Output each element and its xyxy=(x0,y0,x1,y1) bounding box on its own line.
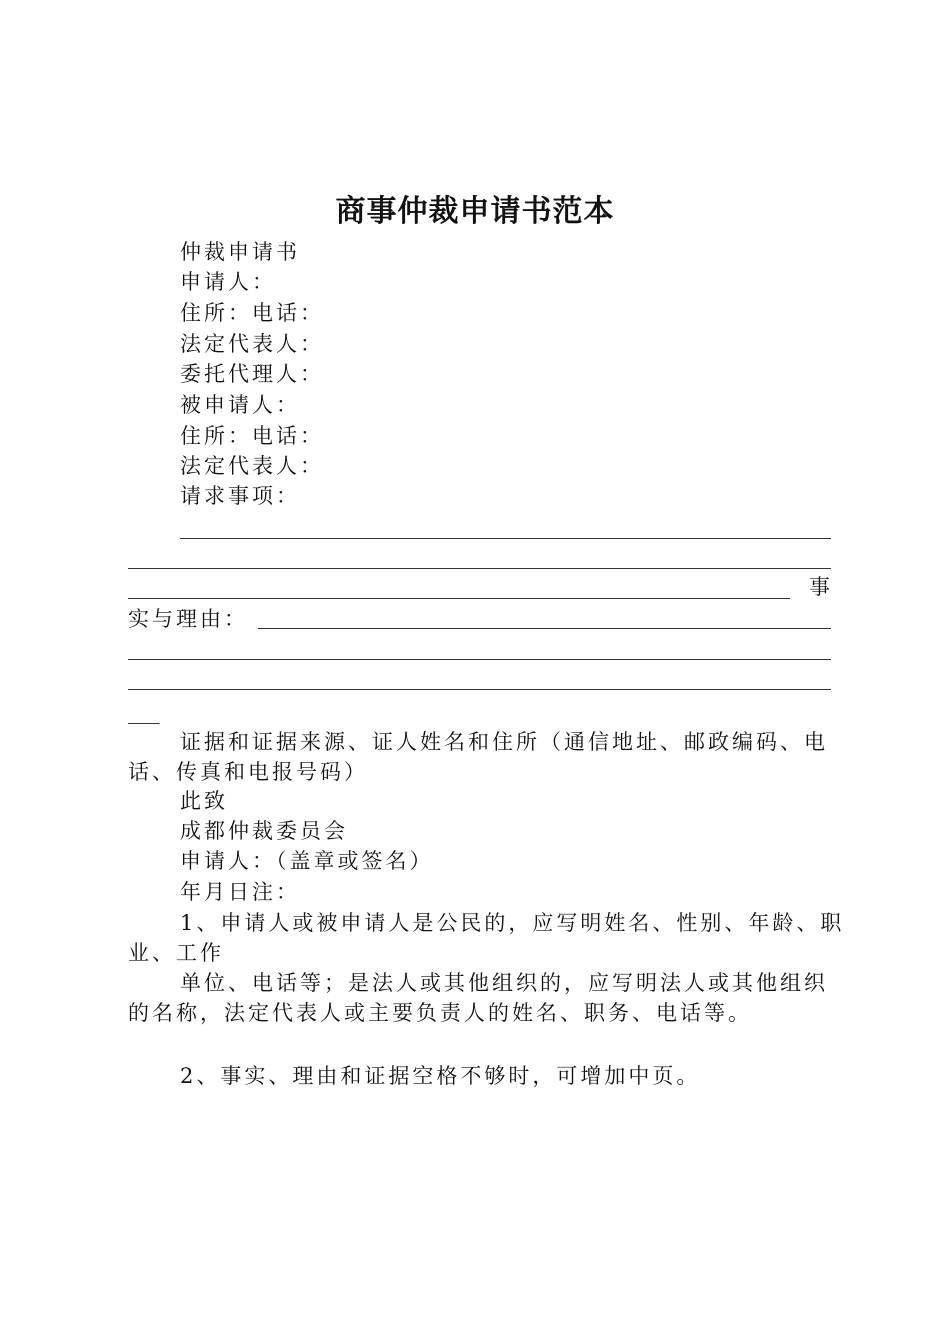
blank-line-end: ___ xyxy=(128,700,160,724)
note-1: 1、申请人或被申请人是公民的，应写明姓名、性别、年龄、职业、工作 xyxy=(128,911,845,965)
blank-line xyxy=(128,598,790,599)
evidence-text: 证据和证据来源、证人姓名和住所（通信地址、邮政编码、电话、传真和电报号码） xyxy=(128,730,828,784)
note-2: 2、事实、理由和证据空格不够时，可增加中页。 xyxy=(180,1064,701,1088)
blank-line xyxy=(128,689,831,690)
agent-label: 委托代理人： xyxy=(180,362,324,386)
date-note: 年月日注： xyxy=(180,880,300,904)
blank-line xyxy=(258,628,831,629)
claims-label: 请求事项： xyxy=(180,484,300,508)
blank-line xyxy=(128,568,831,569)
facts-label: 实与理由： xyxy=(128,607,248,631)
form-heading: 仲裁申请书 xyxy=(180,240,300,264)
respondent-legal-rep-label: 法定代表人： xyxy=(180,454,324,478)
address-phone-label: 住所：电话： xyxy=(180,301,324,325)
blank-line xyxy=(128,659,831,660)
note-1-continued: 单位、电话等；是法人或其他组织的，应写明法人或其他组织的名称，法定代表人或主要负责人的姓名、职务、电话等。 xyxy=(128,971,828,1025)
legal-rep-label: 法定代表人： xyxy=(180,332,324,356)
respondent-address-phone-label: 住所：电话： xyxy=(180,424,324,448)
signature-line: 申请人：（盖章或签名） xyxy=(180,849,434,873)
blank-line xyxy=(180,538,831,539)
salutation: 此致 xyxy=(180,789,228,813)
document-title: 商事仲裁申请书范本 xyxy=(335,194,615,229)
facts-label-start: 事 xyxy=(809,575,833,599)
applicant-label: 申请人： xyxy=(180,270,276,294)
respondent-label: 被申请人： xyxy=(180,393,300,417)
recipient: 成都仲裁委员会 xyxy=(180,819,348,843)
